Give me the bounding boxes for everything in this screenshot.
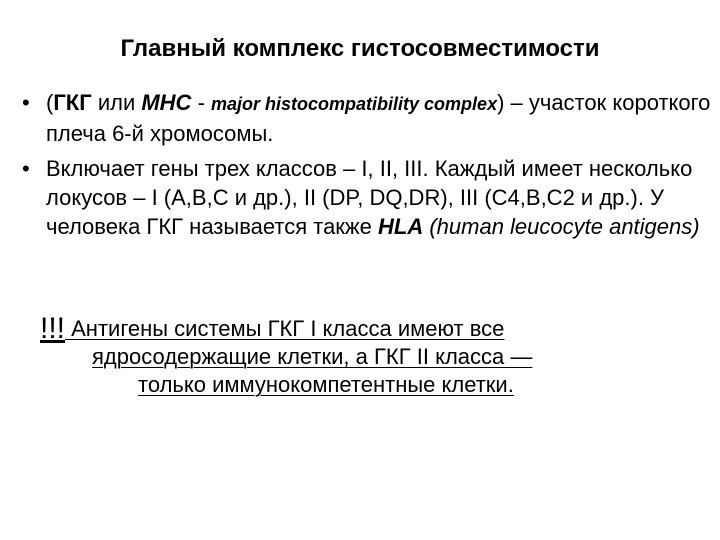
note-line-3-text: только иммунокомпетентные клетки. [138,372,514,397]
open-paren: ( [46,90,54,115]
bullet-list [20,88,712,247]
bullet-mhc-definition [20,88,712,148]
mhc-full-name: major histocompatibility complex [211,94,498,114]
note-line-3 [40,371,720,399]
exclamation-mark: !!! [40,312,66,345]
note-line-2-text: ядросодержащие клетки, а ГКГ II класса — [92,344,533,369]
or-word: или [91,90,142,115]
hla-abbrev: HLA [378,214,424,239]
bullet2-text: Включает гены трех классов – I, II, III. Каждый имеет несколько локусов – I (A,B,C и др.), II (DP, DQ,DR), III (C4,B,C2 и др.). У человека ГКГ называется также [46,156,693,239]
note-line-2 [40,343,720,371]
bullet-marker: • [22,90,30,115]
note-line-1 [40,312,720,345]
note-block [40,312,720,399]
note-line-1-text: Антигены системы ГКГ I класса имеют все [65,316,505,341]
bullet-gene-classes [20,154,712,241]
bullet-marker: • [22,156,30,181]
gkg-abbrev: ГКГ [53,90,92,115]
dash: - [191,90,212,115]
slide-title: Главный комплекс гистосовместимости [120,35,600,62]
mhc-abbrev: MHC [141,90,192,115]
hla-full-name: (human leucocyte antigens) [423,214,700,239]
bullet1-rest: ) – участок короткого плеча 6-й хромосомы. [46,90,711,146]
